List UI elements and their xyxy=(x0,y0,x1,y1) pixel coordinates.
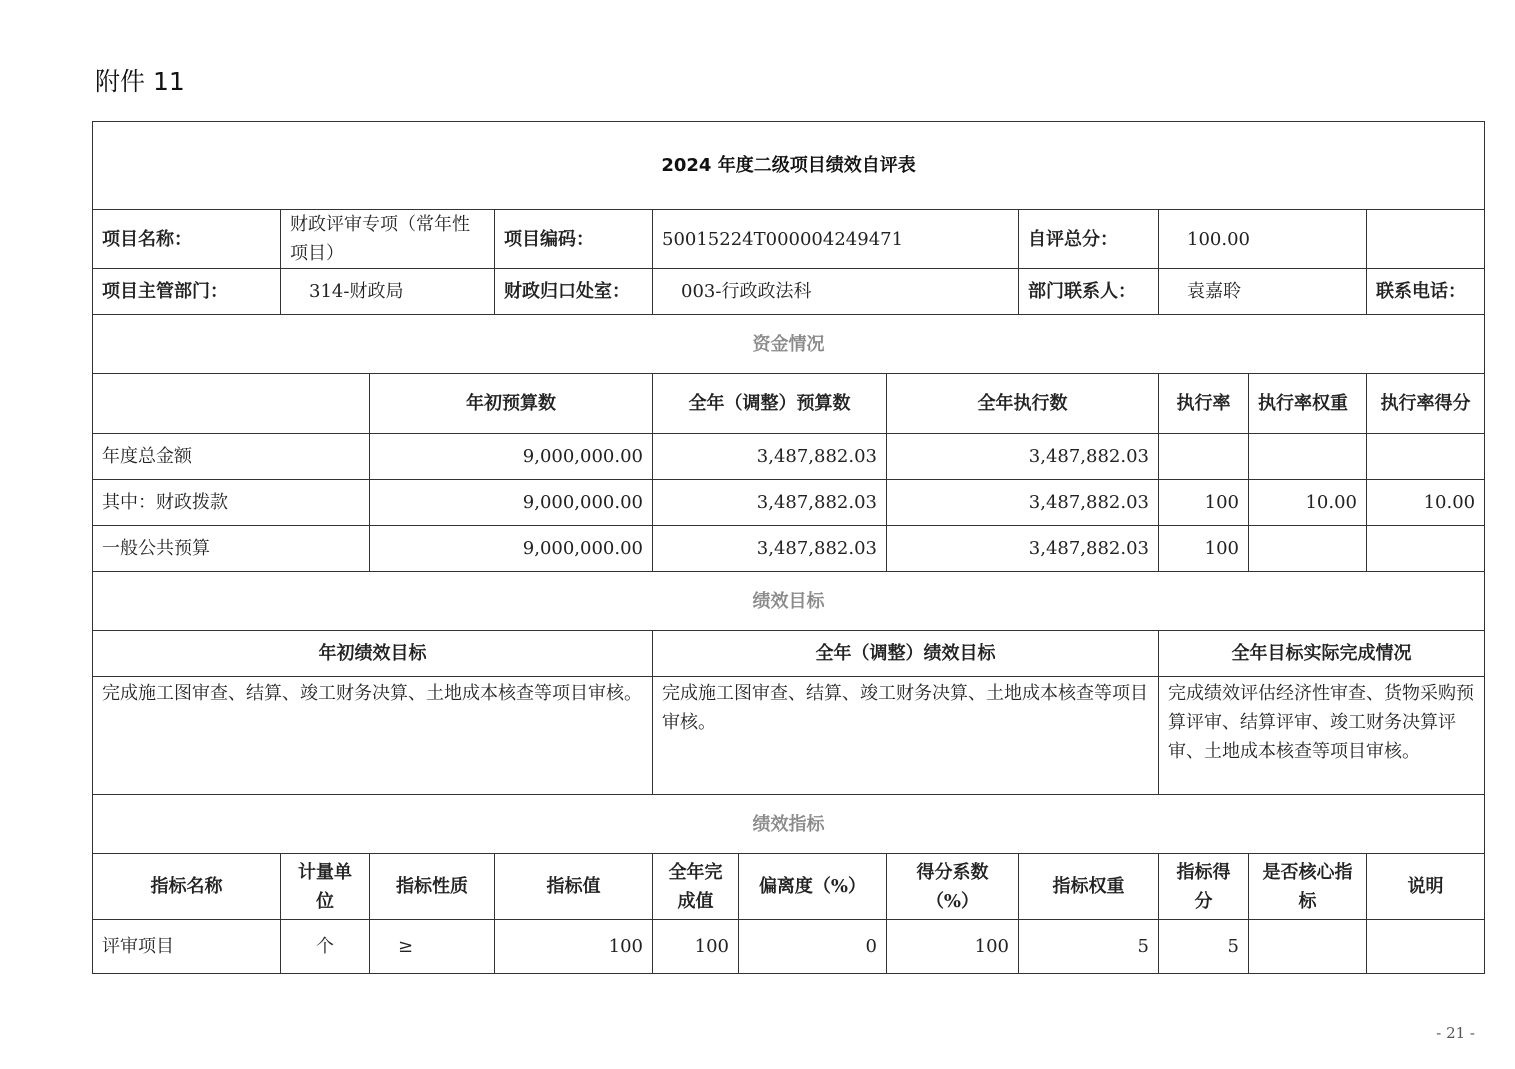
funds-row-initial: 9,000,000.00 xyxy=(370,434,653,480)
ind-header-unit: 计量单位 xyxy=(281,854,370,920)
project-code-label: 项目编码： xyxy=(495,210,653,269)
contact-value: 袁嘉聆 xyxy=(1159,269,1367,315)
project-name-label: 项目名称： xyxy=(93,210,281,269)
funds-header-executed: 全年执行数 xyxy=(887,374,1159,434)
funds-header-blank xyxy=(93,374,370,434)
ind-row-coef: 100 xyxy=(887,920,1019,974)
indicators-section-title: 绩效指标 xyxy=(93,795,1485,854)
table-row xyxy=(93,434,1485,480)
table-row xyxy=(93,526,1485,572)
funds-row-score: 10.00 xyxy=(1367,480,1485,526)
funds-row-executed: 3,487,882.03 xyxy=(887,434,1159,480)
funds-row-weight xyxy=(1249,434,1367,480)
project-code-value: 50015224T000004249471 xyxy=(653,210,1019,269)
ind-header-nature: 指标性质 xyxy=(370,854,495,920)
office-value: 003-行政政法科 xyxy=(653,269,1019,315)
funds-section-title: 资金情况 xyxy=(93,315,1485,374)
goals-adjusted-text: 完成施工图审查、结算、竣工财务决算、土地成本核查等项目审核。 xyxy=(653,677,1159,795)
total-score-label: 自评总分： xyxy=(1019,210,1159,269)
ind-row-deviation: 0 xyxy=(739,920,887,974)
funds-row-executed: 3,487,882.03 xyxy=(887,480,1159,526)
funds-row-score xyxy=(1367,526,1485,572)
performance-table xyxy=(92,121,1485,974)
ind-header-coef: 得分系数（%） xyxy=(887,854,1019,920)
goals-section-title: 绩效目标 xyxy=(93,572,1485,631)
dept-value: 314-财政局 xyxy=(281,269,495,315)
ind-header-deviation: 偏离度（%） xyxy=(739,854,887,920)
funds-row-name: 其中：财政拨款 xyxy=(93,480,370,526)
ind-header-score: 指标得分 xyxy=(1159,854,1249,920)
funds-row-score xyxy=(1367,434,1485,480)
table-row xyxy=(93,920,1485,974)
goals-header-initial: 年初绩效目标 xyxy=(93,631,653,677)
total-score-value: 100.00 xyxy=(1159,210,1367,269)
page-number: - 21 - xyxy=(1436,1024,1475,1042)
ind-row-weight: 5 xyxy=(1019,920,1159,974)
attachment-label: 附件 11 xyxy=(95,67,185,96)
funds-row-weight: 10.00 xyxy=(1249,480,1367,526)
contact-label: 部门联系人： xyxy=(1019,269,1159,315)
ind-row-note xyxy=(1367,920,1485,974)
goals-header-adjusted: 全年（调整）绩效目标 xyxy=(653,631,1159,677)
ind-row-name: 评审项目 xyxy=(93,920,281,974)
funds-row-rate: 100 xyxy=(1159,480,1249,526)
funds-row-name: 年度总金额 xyxy=(93,434,370,480)
funds-row-adjusted: 3,487,882.03 xyxy=(653,526,887,572)
funds-row-adjusted: 3,487,882.03 xyxy=(653,480,887,526)
goals-initial-text: 完成施工图审查、结算、竣工财务决算、土地成本核查等项目审核。 xyxy=(93,677,653,795)
ind-header-core: 是否核心指标 xyxy=(1249,854,1367,920)
funds-row-initial: 9,000,000.00 xyxy=(370,526,653,572)
phone-label: 联系电话： xyxy=(1367,269,1485,315)
goals-header-actual: 全年目标实际完成情况 xyxy=(1159,631,1485,677)
funds-row-name: 一般公共预算 xyxy=(93,526,370,572)
funds-row-weight xyxy=(1249,526,1367,572)
funds-header-rate: 执行率 xyxy=(1159,374,1249,434)
ind-header-weight: 指标权重 xyxy=(1019,854,1159,920)
funds-row-initial: 9,000,000.00 xyxy=(370,480,653,526)
ind-header-note: 说明 xyxy=(1367,854,1485,920)
ind-header-completed: 全年完成值 xyxy=(653,854,739,920)
ind-row-unit: 个 xyxy=(281,920,370,974)
office-label: 财政归口处室： xyxy=(495,269,653,315)
funds-row-executed: 3,487,882.03 xyxy=(887,526,1159,572)
table-row xyxy=(93,480,1485,526)
funds-header-score: 执行率得分 xyxy=(1367,374,1485,434)
ind-header-target: 指标值 xyxy=(495,854,653,920)
ind-row-nature: ≥ xyxy=(370,920,495,974)
ind-row-score: 5 xyxy=(1159,920,1249,974)
goals-actual-text: 完成绩效评估经济性审查、货物采购预算评审、结算评审、竣工财务决算评审、土地成本核查等项目审核。 xyxy=(1159,677,1485,795)
dept-label: 项目主管部门： xyxy=(93,269,281,315)
funds-header-weight: 执行率权重 xyxy=(1249,374,1367,434)
ind-header-name: 指标名称 xyxy=(93,854,281,920)
ind-row-completed: 100 xyxy=(653,920,739,974)
funds-header-adjusted: 全年（调整）预算数 xyxy=(653,374,887,434)
ind-row-core xyxy=(1249,920,1367,974)
ind-row-target: 100 xyxy=(495,920,653,974)
funds-row-adjusted: 3,487,882.03 xyxy=(653,434,887,480)
table-title: 2024 年度二级项目绩效自评表 xyxy=(93,122,1485,210)
funds-row-rate: 100 xyxy=(1159,526,1249,572)
funds-row-rate xyxy=(1159,434,1249,480)
empty-cell xyxy=(1367,210,1485,269)
funds-header-initial: 年初预算数 xyxy=(370,374,653,434)
project-name-value: 财政评审专项（常年性项目） xyxy=(281,210,495,269)
